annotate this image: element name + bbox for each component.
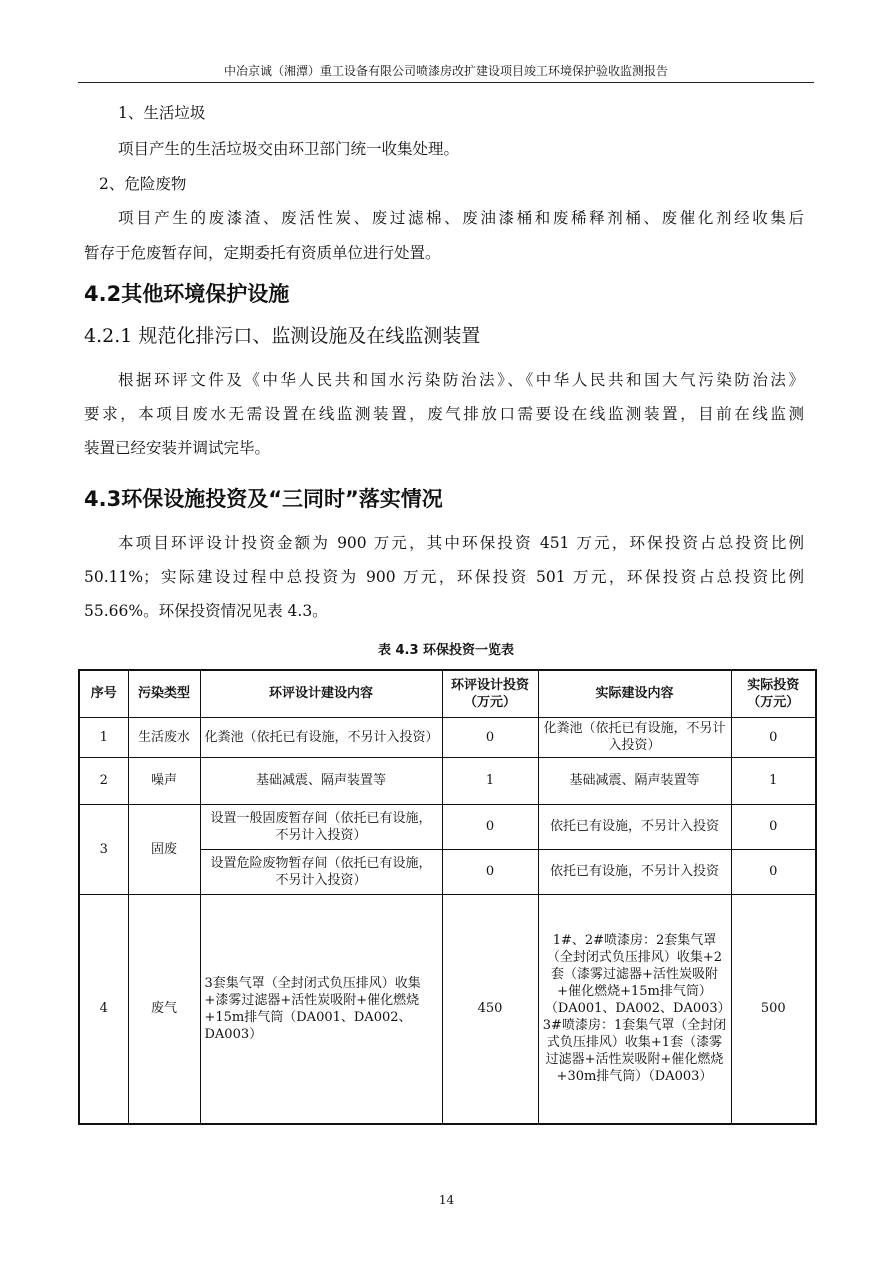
header-design: 环评设计建设内容: [200, 670, 442, 717]
cell-no: 2: [79, 757, 128, 804]
paragraph-4-3-line2: 50.11%；实际建设过程中总投资为 900 万元，环保投资 501 万元，环保投资占总投资比例: [84, 568, 804, 586]
table-row: [79, 804, 816, 849]
page-number: 14: [438, 1193, 455, 1207]
table-row: [79, 894, 816, 1124]
cell-no: 1: [79, 717, 128, 757]
cell-no: 3: [79, 804, 128, 894]
cell-actual-investment: 500: [731, 894, 816, 1124]
cell-actual-investment: 0: [731, 804, 816, 849]
paragraph-4-2-1-line3: 装置已经安装并调试完毕。: [84, 439, 271, 457]
header-type: 污染类型: [128, 670, 200, 717]
cell-design-investment: 0: [442, 849, 538, 894]
header-no: 序号: [79, 670, 128, 717]
paragraph-4-3-line1: 本项目环评设计投资金额为 900 万元，其中环保投资 451 万元，环保投资占总投资比例: [118, 534, 804, 552]
cell-actual-investment: 0: [731, 849, 816, 894]
cell-actual-investment: 1: [731, 757, 816, 804]
header-actual: 实际建设内容: [538, 670, 731, 717]
hazard-waste-line2: 暂存于危废暂存间，定期委托有资质单位进行处置。: [84, 244, 441, 262]
page-header: 中冶京诚（湘潭）重工设备有限公司喷漆房改扩建设项目竣工环境保护验收监测报告: [223, 64, 668, 78]
cell-design: 基础减震、隔声装置等: [200, 757, 442, 804]
table-row: [79, 717, 816, 757]
hazard-waste-title: 2、危险废物: [99, 175, 187, 193]
cell-design-investment: 450: [442, 894, 538, 1124]
table-row: [79, 757, 816, 804]
cell-type: 固废: [128, 804, 200, 894]
cell-no: 4: [79, 894, 128, 1124]
paragraph-4-2-1-line1: 根据环评文件及《中华人民共和国水污染防治法》、《中华人民共和国大气污染防治法》: [118, 371, 804, 389]
cell-actual: 1#、2#喷漆房：2套集气罩（全封闭式负压排风）收集+2套（漆雾过滤器+活性炭吸附+催化燃烧+15m排气筒）（DA001、DA002、DA003）3#喷漆房：1套集气罩（全封闭式负压排风）收集+1套（漆雾过滤器+活性炭吸附+催化燃烧+30m排气筒）（DA003）: [538, 894, 731, 1124]
cell-type: 废气: [128, 894, 200, 1124]
investment-table: [78, 669, 817, 1125]
cell-design: 化粪池（依托已有设施，不另计入投资）: [200, 717, 442, 757]
paragraph-4-2-1-line2: 要求，本项目废水无需设置在线监测装置，废气排放口需要设在线监测装置，目前在线监测: [84, 405, 804, 423]
cell-design-investment: 1: [442, 757, 538, 804]
cell-actual: 依托已有设施，不另计入投资: [538, 804, 731, 849]
cell-design-investment: 0: [442, 717, 538, 757]
cell-design: 设置一般固废暂存间（依托已有设施，不另计入投资）: [200, 804, 442, 849]
cell-type: 噪声: [128, 757, 200, 804]
header-design-investment: 环评设计投资（万元）: [442, 670, 538, 717]
cell-design-investment: 0: [442, 804, 538, 849]
section-4-2-1-heading: 4.2.1 规范化排污口、监测设施及在线监测装置: [84, 325, 481, 347]
cell-design: 设置危险废物暂存间（依托已有设施，不另计入投资）: [200, 849, 442, 894]
cell-actual: 化粪池（依托已有设施，不另计入投资）: [538, 717, 731, 757]
cell-actual: 依托已有设施，不另计入投资: [538, 849, 731, 894]
hazard-waste-line1: 项目产生的废漆渣、废活性炭、废过滤棉、废油漆桶和废稀释剂桶、废催化剂经收集后: [118, 209, 804, 227]
cell-design: 3套集气罩（全封闭式负压排风）收集+漆雾过滤器+活性炭吸附+催化燃烧+15m排气筒（DA001、DA002、DA003）: [200, 894, 442, 1124]
table-caption: 表 4.3 环保投资一览表: [377, 643, 515, 658]
table-header-row: [79, 670, 816, 717]
living-waste-text: 项目产生的生活垃圾交由环卫部门统一收集处理。: [118, 140, 460, 158]
living-waste-title: 1、生活垃圾: [118, 104, 206, 122]
cell-actual-investment: 0: [731, 717, 816, 757]
section-4-3-heading: 4.3环保设施投资及“三同时”落实情况: [84, 487, 443, 511]
header-divider: [78, 82, 814, 83]
cell-actual: 基础减震、隔声装置等: [538, 757, 731, 804]
cell-type: 生活废水: [128, 717, 200, 757]
section-4-2-heading: 4.2其他环境保护设施: [84, 282, 290, 306]
header-actual-investment: 实际投资（万元）: [731, 670, 816, 717]
paragraph-4-3-line3: 55.66%。环保投资情况见表 4.3。: [84, 602, 328, 620]
